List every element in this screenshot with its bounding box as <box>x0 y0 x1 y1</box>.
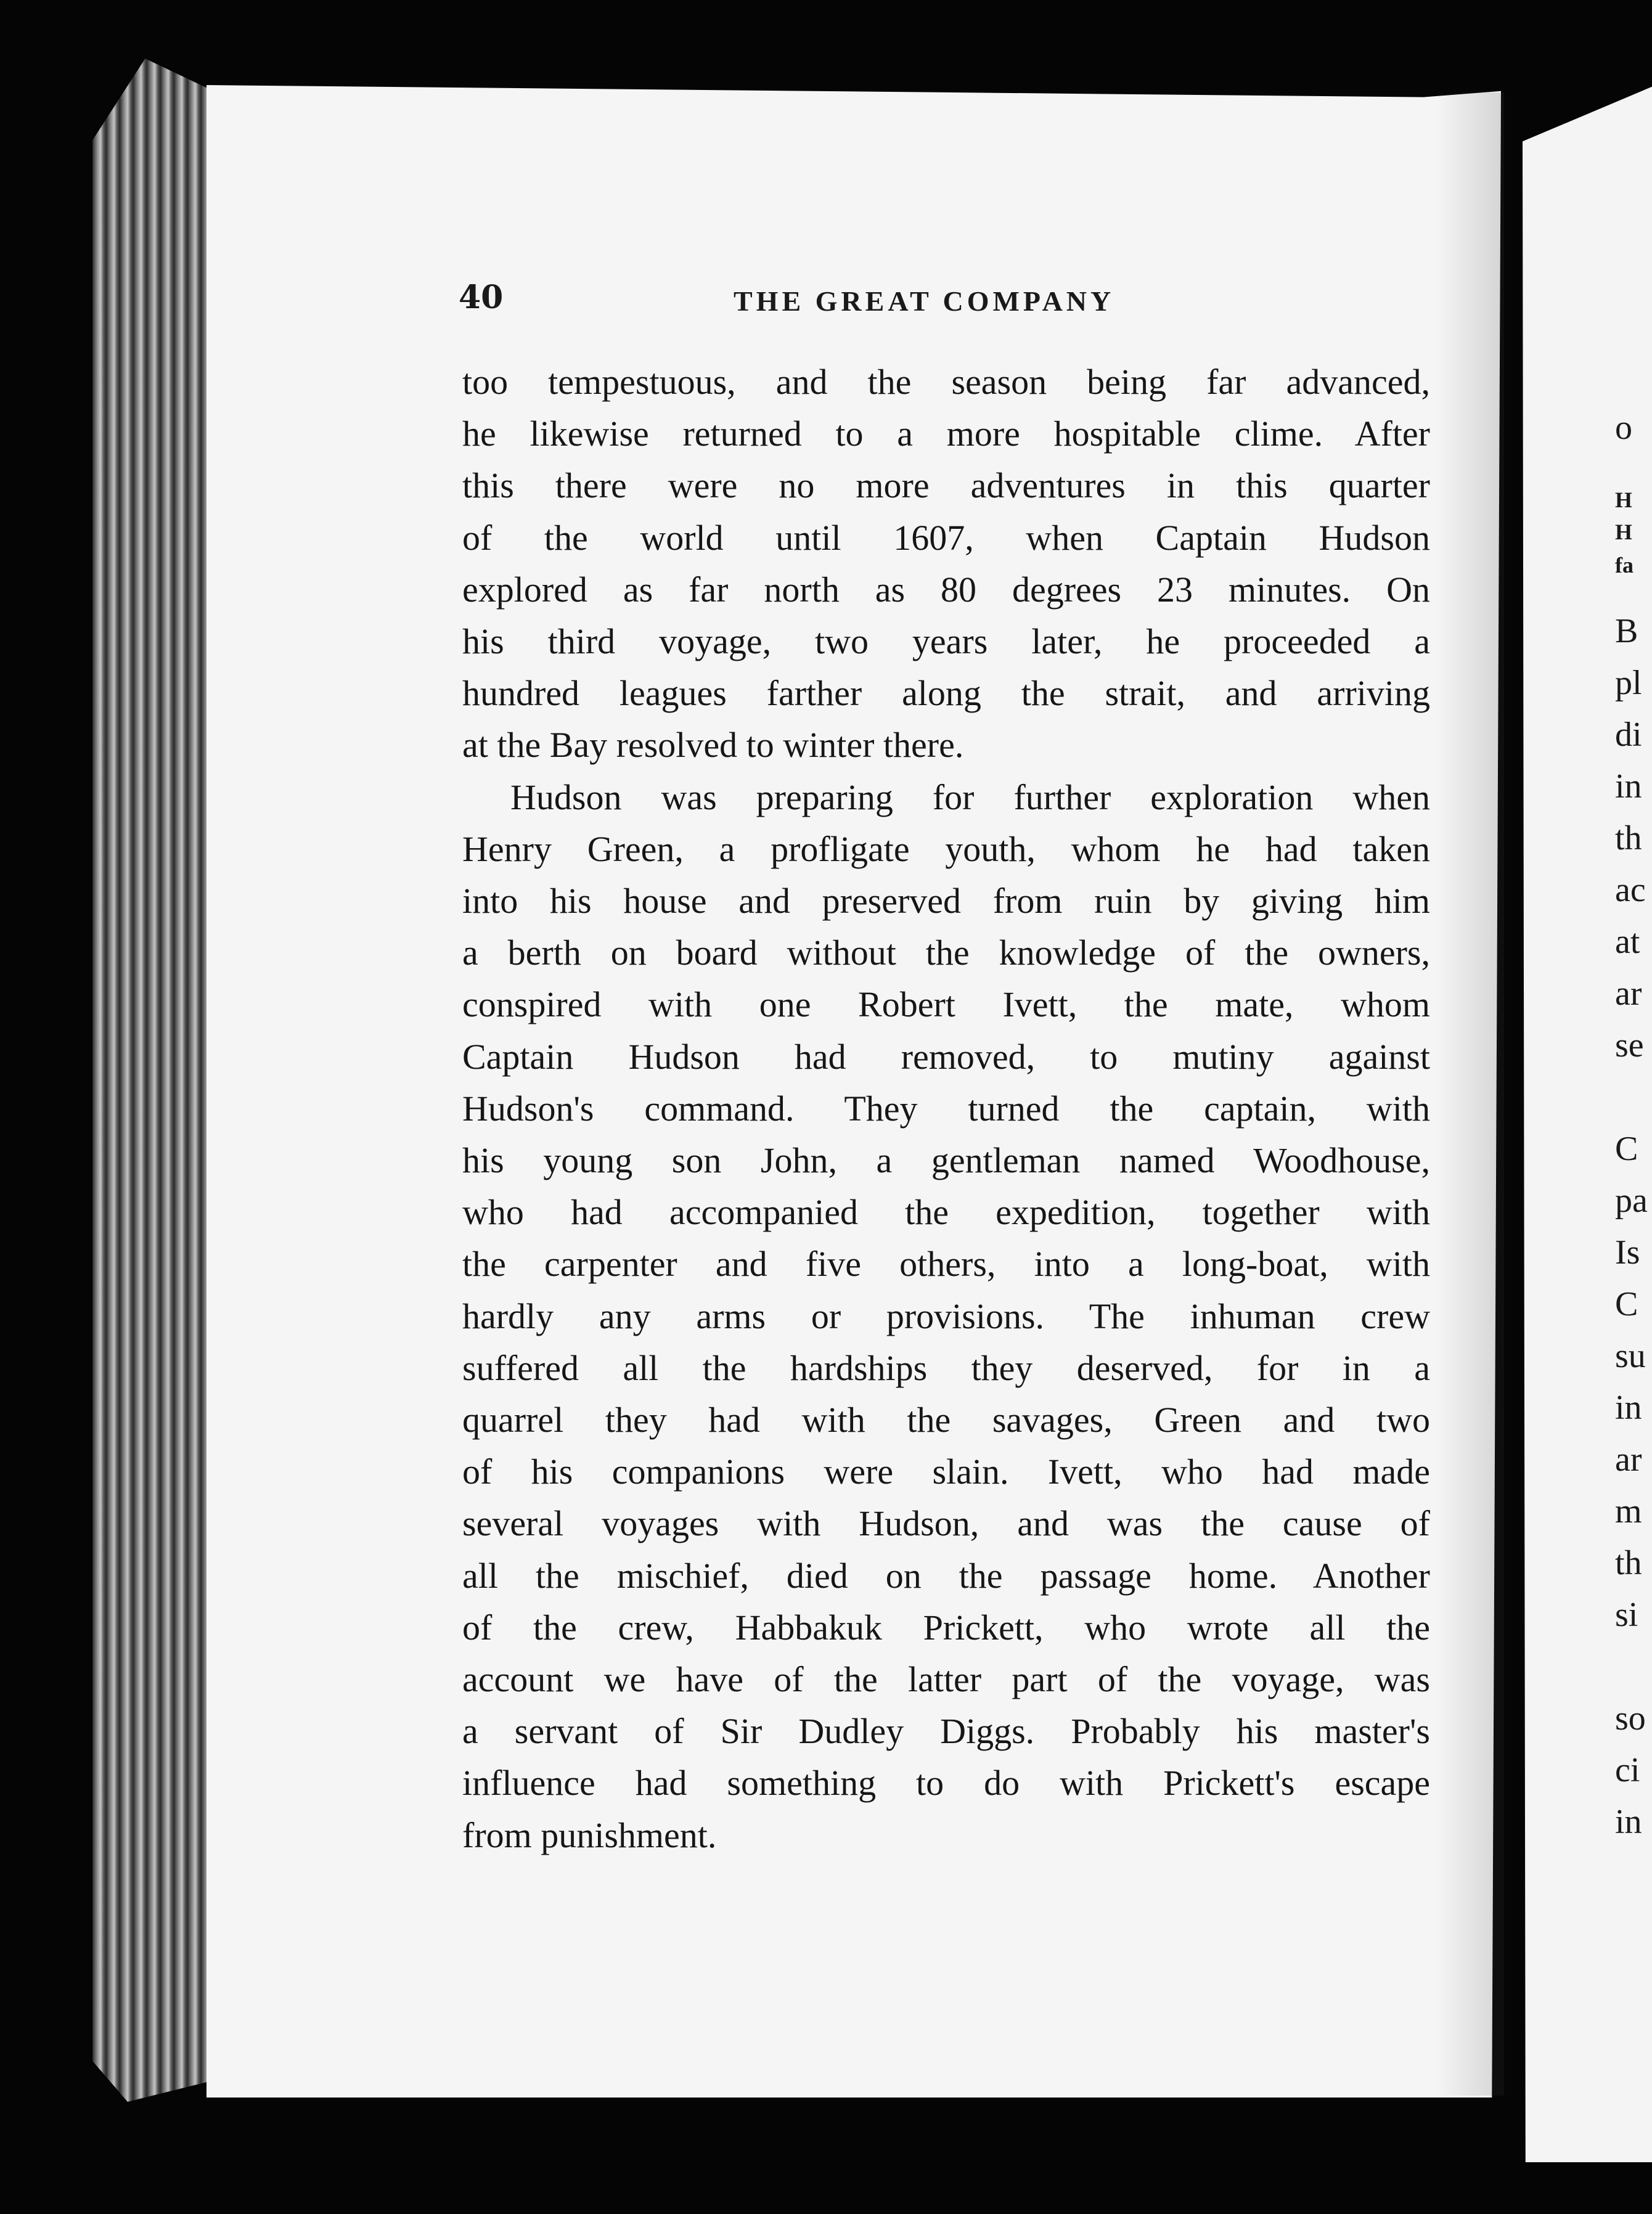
text-line: Hudson's command. They turned the captain, with <box>462 1088 1430 1129</box>
page-number: 40 <box>459 279 504 316</box>
text-line: influence had something to do with Prickett's escape <box>462 1763 1430 1803</box>
facing-fragment: ac <box>1615 871 1646 909</box>
text-line: his third voyage, two years later, he proceeded a <box>462 621 1430 662</box>
facing-fragment: at <box>1615 923 1640 961</box>
text-line: Henry Green, a profligate youth, whom he had taken <box>462 828 1430 869</box>
facing-fragment: ar <box>1615 1440 1642 1479</box>
facing-fragment: ci <box>1615 1751 1640 1789</box>
text-line: at the Bay resolved to winter there. <box>462 725 964 766</box>
facing-fragment: si <box>1615 1596 1638 1634</box>
text-line: a servant of Sir Dudley Diggs. Probably his master's <box>462 1711 1430 1752</box>
text-line: who had accompanied the expedition, together with <box>462 1192 1430 1233</box>
facing-fragment: pa <box>1615 1182 1648 1220</box>
facing-fragment: di <box>1615 716 1642 754</box>
facing-fragment: fa <box>1615 553 1634 578</box>
text-line: explored as far north as 80 degrees 23 minutes. On <box>462 569 1430 610</box>
facing-fragment: C <box>1615 1285 1638 1323</box>
gutter-shadow <box>1436 92 1504 2096</box>
facing-fragment: pl <box>1615 664 1642 702</box>
text-line: the carpenter and five others, into a long-boat, with <box>462 1244 1430 1285</box>
facing-fragment: Is <box>1615 1233 1640 1272</box>
facing-fragment: in <box>1615 1803 1642 1841</box>
text-line: conspired with one Robert Ivett, the mate, whom <box>462 984 1430 1025</box>
facing-fragment: m <box>1615 1492 1642 1530</box>
body-text <box>462 356 1430 1861</box>
text-line: of the world until 1607, when Captain Hudson <box>462 517 1430 558</box>
facing-fragment: ar <box>1615 974 1642 1013</box>
text-line: suffered all the hardships they deserved, for in a <box>462 1347 1430 1388</box>
text-line: of his companions were slain. Ivett, who had made <box>462 1452 1430 1492</box>
facing-fragment: so <box>1615 1699 1646 1738</box>
text-line: a berth on board without the knowledge of the owners, <box>462 933 1430 973</box>
text-line: he likewise returned to a more hospitable clime. After <box>462 414 1430 454</box>
facing-fragment: o <box>1615 409 1632 447</box>
text-line: Captain Hudson had removed, to mutiny against <box>462 1036 1430 1077</box>
facing-fragment: se <box>1615 1026 1644 1064</box>
text-line: of the crew, Habbakuk Prickett, who wrote all the <box>462 1607 1430 1648</box>
facing-fragment: B <box>1615 612 1638 650</box>
text-line: this there were no more adventures in this quarter <box>462 465 1430 506</box>
text-line: several voyages with Hudson, and was the cause of <box>462 1503 1430 1544</box>
facing-fragment: H <box>1615 488 1633 512</box>
text-line: all the mischief, died on the passage home. Another <box>462 1555 1430 1596</box>
text-line: quarrel they had with the savages, Green and two <box>462 1400 1430 1440</box>
book-fore-edge <box>92 59 210 2102</box>
facing-fragment: C <box>1615 1130 1638 1168</box>
paragraph-1 <box>462 356 1430 772</box>
text-line: too tempestuous, and the season being far advanced, <box>462 362 1430 402</box>
text-line: his young son John, a gentleman named Woodhouse, <box>462 1140 1430 1181</box>
paragraph-2 <box>462 772 1430 1861</box>
facing-fragment: H <box>1615 520 1633 544</box>
facing-fragment: su <box>1615 1337 1646 1375</box>
facing-fragment: th <box>1615 1544 1642 1582</box>
text-line: account we have of the latter part of the voyage, was <box>462 1659 1430 1700</box>
facing-fragment: in <box>1615 1389 1642 1427</box>
text-line: from punishment. <box>462 1815 717 1855</box>
text-line: hardly any arms or provisions. The inhuman crew <box>462 1296 1430 1336</box>
facing-page-fragments <box>1615 0 1652 2214</box>
text-line: into his house and preserved from ruin by giving him <box>462 881 1430 921</box>
running-head: THE GREAT COMPANY <box>734 285 1115 317</box>
text-line: Hudson was preparing for further exploration when <box>510 777 1430 817</box>
facing-fragment: in <box>1615 767 1642 806</box>
facing-fragment: th <box>1615 819 1642 857</box>
text-line: hundred leagues farther along the strait, and arriving <box>462 673 1430 714</box>
